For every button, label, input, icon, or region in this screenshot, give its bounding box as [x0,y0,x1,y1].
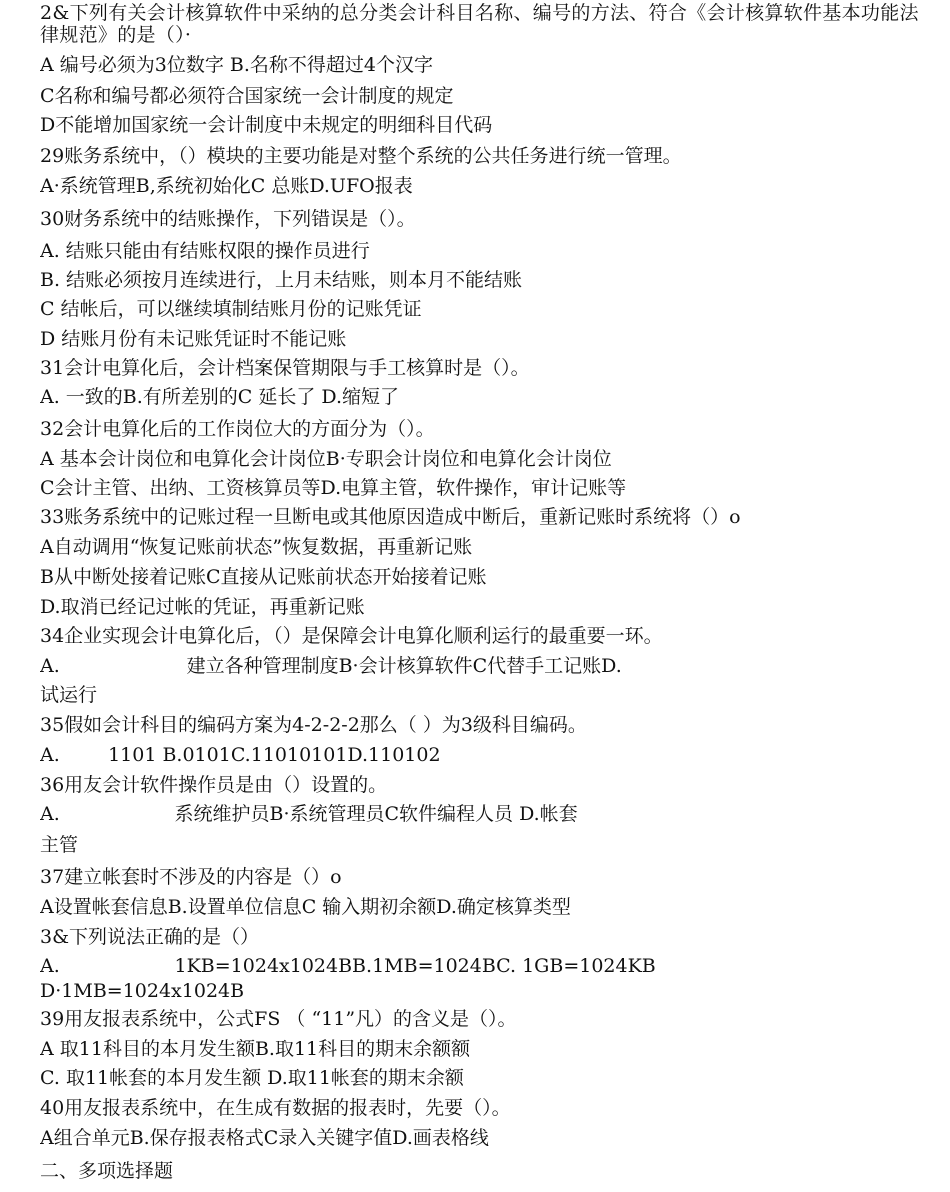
question-37-options: A设置帐套信息B.设置单位信息C 输入期初余额D.确定核算类型 [40,896,571,918]
question-30: 30财务系统中的结账操作，下列错误是（）。 [40,208,416,230]
question-35: 35假如会计科目的编码方案为4-2-2-2那么（ ）为3级科目编码。 [40,714,587,736]
question-28-option-c: C名称和编号都必须符合国家统一会计制度的规定 [40,85,454,107]
question-29: 29账务系统中，（）模块的主要功能是对整个系统的公共任务进行统一管理。 [40,145,682,167]
question-28: 2&下列有关会计核算软件中采纳的总分类会计科目名称、编号的方法、符合《会计核算软件基本功能法律规范》的是（）· [40,2,919,46]
section-heading-multiple-choice: 二、多项选择题 [40,1160,174,1182]
question-37: 37建立帐套时不涉及的内容是（）o [40,866,342,888]
question-31-options: A. 一致的B.有所差别的C 延长了 D.缩短了 [40,386,400,408]
question-39-option-cd: C. 取11帐套的本月发生额 D.取11帐套的期末余额 [40,1067,464,1089]
question-36: 36用友会计软件操作员是由（）设置的。 [40,774,388,796]
question-30-option-d: D 结账月份有未记账凭证时不能记账 [40,328,347,350]
question-38: 3&下列说法正确的是（） [40,926,260,948]
question-34: 34企业实现会计电算化后，（）是保障会计电算化顺利运行的最重要一环。 [40,625,663,647]
question-30-option-a: A. 结账只能由有结账权限的操作员进行 [40,240,370,262]
question-32: 32会计电算化后的工作岗位大的方面分为（）。 [40,418,435,440]
question-32-option-cd: C会计主管、出纳、工资核算员等D.电算主管，软件操作，审计记账等 [40,477,627,499]
question-36-options-continued: 主管 [40,834,79,856]
question-34-options: A. 建立各种管理制度B·会计核算软件C代替手工记账D. [40,655,622,677]
question-35-options: A. 1101 B.0101C.11010101D.110102 [40,744,441,766]
question-39-option-ab: A 取11科目的本月发生额B.取11科目的期末余额额 [40,1038,471,1060]
question-29-options: A·系统管理B,系统初始化C 总账D.UFO报表 [40,175,413,197]
question-38-option-d: D·1MB=1024x1024B [40,980,245,1002]
question-31: 31会计电算化后，会计档案保管期限与手工核算时是（）。 [40,357,530,379]
question-39: 39用友报表系统中，公式FS （ “11”凡）的含义是（）。 [40,1008,517,1030]
question-40-options: A组合单元B.保存报表格式C录入关键字值D.画表格线 [40,1127,489,1149]
question-34-options-continued: 试运行 [40,684,98,706]
question-40: 40用友报表系统中，在生成有数据的报表时，先要（）。 [40,1097,511,1119]
question-32-option-ab: A 基本会计岗位和电算化会计岗位B·专职会计岗位和电算化会计岗位 [40,448,612,470]
question-38-options-abc: A. 1KB=1024x1024BB.1MB=1024BC. 1GB=1024KB [40,955,656,977]
question-33-option-a: A自动调用“恢复记账前状态”恢复数据，再重新记账 [40,536,473,558]
question-33-option-d: D.取消已经记过帐的凭证，再重新记账 [40,596,365,618]
question-33-option-bc: B从中断处接着记账C直接从记账前状态开始接着记账 [40,566,487,588]
question-28-option-d: D不能增加国家统一会计制度中未规定的明细科目代码 [40,114,493,136]
question-28-option-ab: A 编号必须为3位数字 B.名称不得超过4个汉字 [40,54,433,76]
question-36-options: A. 系统维护员B·系统管理员C软件编程人员 D.帐套 [40,803,578,825]
question-30-option-b: B. 结账必须按月连续进行，上月未结账，则本月不能结账 [40,269,523,291]
question-30-option-c: C 结帐后，可以继续填制结账月份的记账凭证 [40,298,422,320]
question-33: 33账务系统中的记账过程一旦断电或其他原因造成中断后，重新记账时系统将（）o [40,506,741,528]
